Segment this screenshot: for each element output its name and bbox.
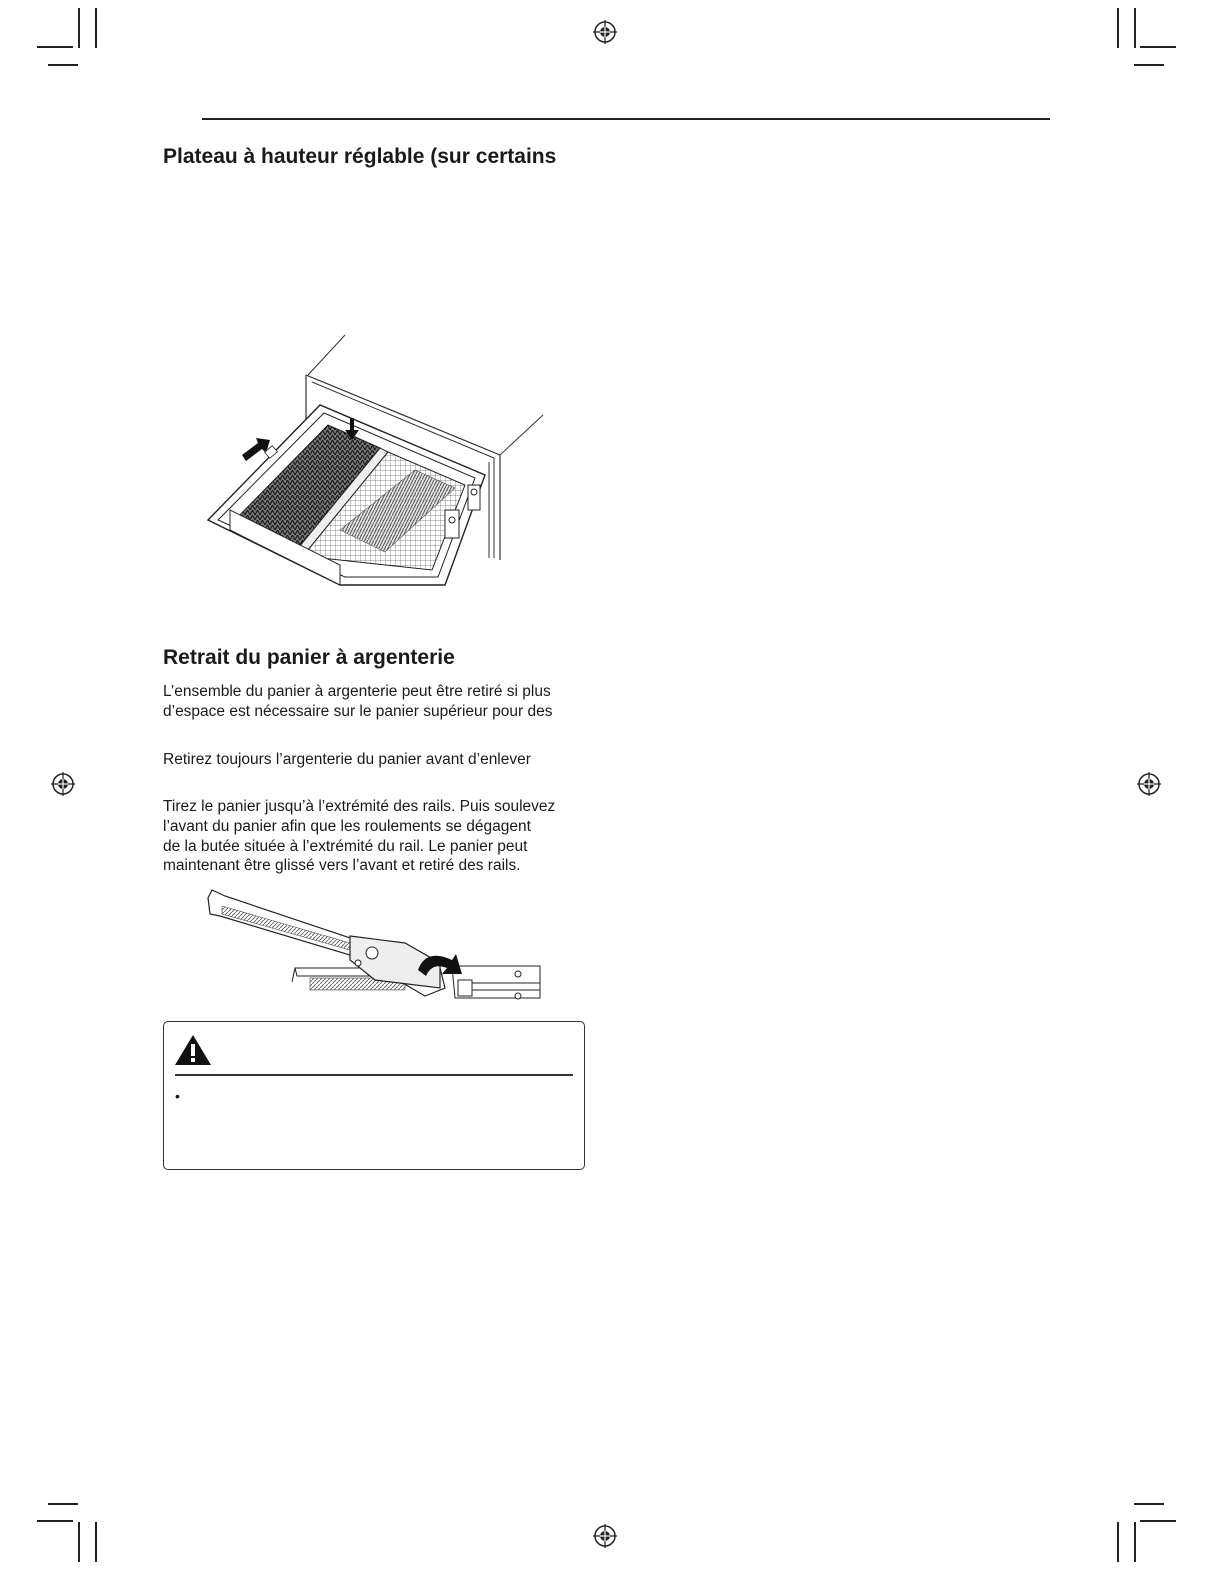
registration-mark-icon <box>593 1524 617 1548</box>
header-rule <box>202 118 1050 120</box>
warning-triangle-icon <box>174 1034 212 1066</box>
paragraph-line: l’avant du panier afin que les roulements se dégagent <box>163 817 531 835</box>
section-heading-adjustable-tray: Plateau à hauteur réglable (sur certains <box>163 145 557 168</box>
registration-mark-icon <box>51 772 75 796</box>
paragraph-instructions <box>163 797 555 876</box>
section-heading-remove-silverware-basket: Retrait du panier à argenterie <box>163 646 455 669</box>
paragraph-line: d’espace est nécessaire sur le panier supérieur pour des <box>163 702 553 720</box>
paragraph-line: L’ensemble du panier à argenterie peut être retiré si plus <box>163 683 551 700</box>
paragraph-line: Tirez le panier jusqu’à l’extrémité des rails. Puis soulevez <box>163 798 556 815</box>
paragraph-intro <box>163 682 552 722</box>
paragraph-line: de la butée située à l’extrémité du rail. Le panier peut <box>163 837 528 855</box>
registration-mark-icon <box>1137 772 1161 796</box>
adjustable-tray-illustration <box>200 330 550 600</box>
rail-removal-illustration <box>200 888 545 1010</box>
caution-bullet: • <box>175 1088 180 1104</box>
paragraph-line: Retirez toujours l’argenterie du panier avant d’enlever <box>163 751 531 768</box>
paragraph-remove-cutlery <box>163 750 531 770</box>
registration-mark-icon <box>593 20 617 44</box>
caution-box <box>163 1021 585 1170</box>
caution-divider <box>175 1074 573 1076</box>
paragraph-line: maintenant être glissé vers l’avant et retiré des rails. <box>163 857 521 875</box>
